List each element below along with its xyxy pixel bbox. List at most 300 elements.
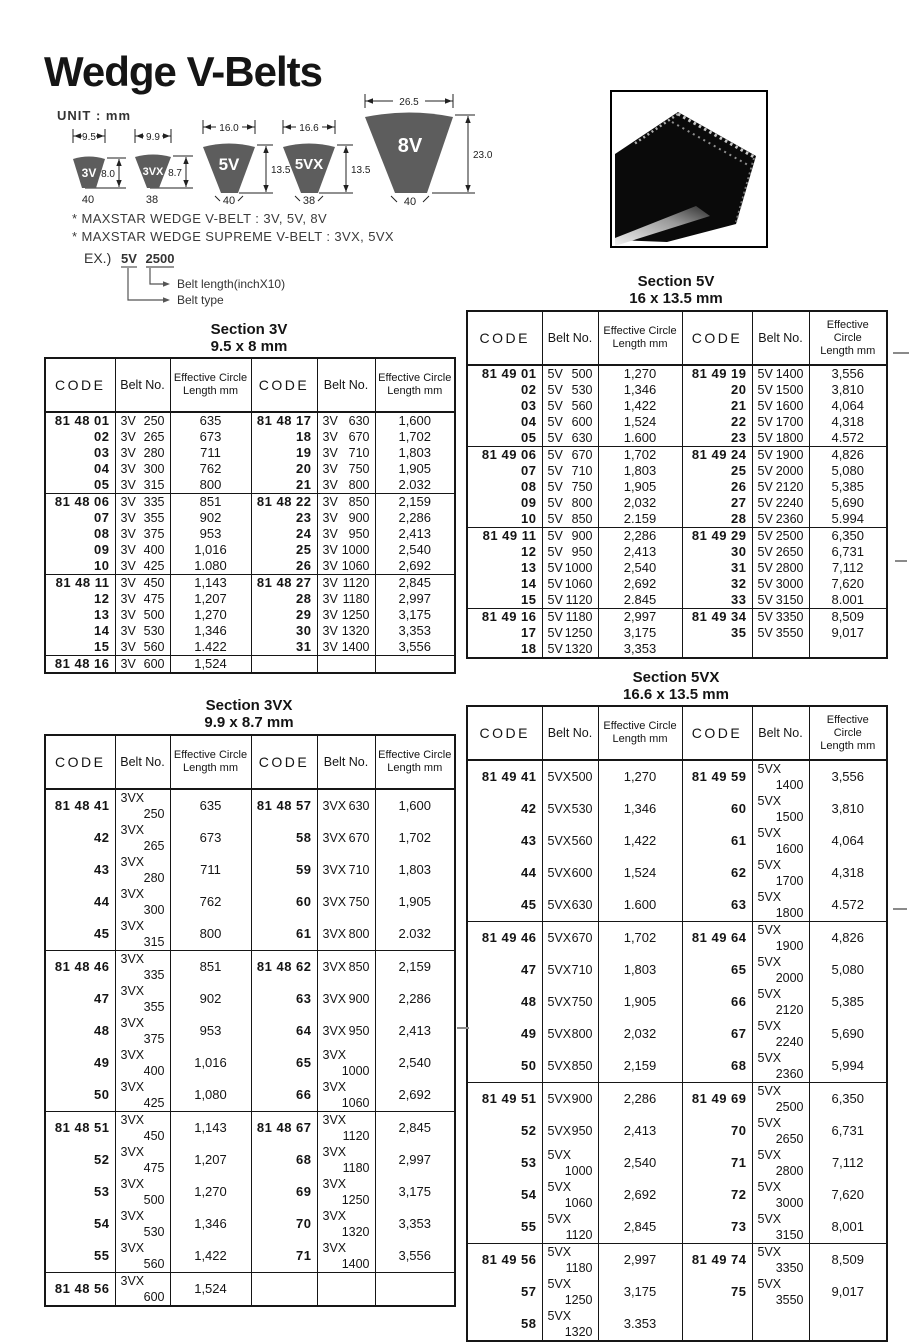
table-row: [45, 575, 455, 592]
len-cell: 2,286: [375, 510, 455, 526]
column-header-len: Effective Circle Length mm: [809, 311, 887, 365]
code-cell: 81 48 11: [45, 575, 115, 592]
belt-cell: 5V 1320: [542, 641, 598, 658]
code-cell: 08: [467, 479, 542, 495]
len-cell: 1,270: [598, 760, 682, 793]
column-header-len: Effective Circle Length mm: [375, 358, 455, 412]
len-cell: 1,143: [170, 1112, 251, 1145]
table-row: [45, 983, 455, 1015]
belt-cell: 3V 280: [115, 445, 170, 461]
len-cell: 673: [170, 822, 251, 854]
belt-cell: 3V 1180: [317, 591, 375, 607]
len-cell: 2,845: [375, 1112, 455, 1145]
belt-table-5v: [466, 310, 888, 659]
len-cell: 800: [170, 477, 251, 494]
code-cell: 42: [467, 793, 542, 825]
code-cell: 81 48 51: [45, 1112, 115, 1145]
belt-cell: 5VX 3000: [752, 1179, 809, 1211]
belt-cell: 5VX 2000: [752, 954, 809, 986]
len-cell: 1,080: [170, 1079, 251, 1112]
code-cell: 12: [467, 544, 542, 560]
code-cell: 68: [682, 1050, 752, 1083]
belt-label-8v: 8V: [397, 135, 423, 157]
code-cell: 61: [682, 825, 752, 857]
code-cell: 81 48 27: [251, 575, 317, 592]
code-cell: 18: [467, 641, 542, 658]
code-cell: 07: [467, 463, 542, 479]
code-cell: 04: [45, 461, 115, 477]
belt-cell: [752, 1308, 809, 1341]
code-cell: 81 49 74: [682, 1244, 752, 1277]
note-maxstar-supreme: * MAXSTAR WEDGE SUPREME V-BELT : 3VX, 5VX: [72, 229, 394, 244]
len-cell: 1,270: [598, 365, 682, 382]
column-header-len: Effective Circle Length mm: [375, 735, 455, 789]
table-row: [467, 1179, 887, 1211]
table-row: [467, 954, 887, 986]
len-cell: 1,803: [598, 463, 682, 479]
len-cell: 1,270: [170, 607, 251, 623]
len-cell: [375, 1273, 455, 1307]
code-cell: 62: [682, 857, 752, 889]
len-cell: 2,997: [375, 1144, 455, 1176]
section-size: 9.9 x 8.7 mm: [204, 714, 294, 731]
len-cell: 3,810: [809, 382, 887, 398]
code-cell: 81 49 06: [467, 447, 542, 464]
belt-cell: 3V 530: [115, 623, 170, 639]
belt-cell: 5VX 1250: [542, 1276, 598, 1308]
len-cell: 2,540: [375, 1047, 455, 1079]
len-cell: 2,997: [598, 1244, 682, 1277]
belt-photo: [610, 90, 768, 248]
belt-cell: 3V 315: [115, 477, 170, 494]
code-cell: 70: [251, 1208, 317, 1240]
code-cell: 53: [467, 1147, 542, 1179]
len-cell: 7,112: [809, 1147, 887, 1179]
table-row: [467, 1244, 887, 1277]
len-cell: 3,175: [598, 1276, 682, 1308]
table-row: [467, 889, 887, 922]
column-header-len: Effective Circle Length mm: [170, 358, 251, 412]
code-cell: 67: [682, 1018, 752, 1050]
code-cell: 29: [251, 607, 317, 623]
code-cell: 09: [467, 495, 542, 511]
belt-cell: 3V 600: [115, 656, 170, 674]
len-cell: 635: [170, 789, 251, 822]
code-cell: 09: [45, 542, 115, 558]
belt-cell: 5V 750: [542, 479, 598, 495]
code-cell: 17: [467, 625, 542, 641]
table-row: [467, 1308, 887, 1341]
code-cell: 55: [467, 1211, 542, 1244]
table-row: [45, 558, 455, 575]
table-row: [467, 1147, 887, 1179]
angle-5v: 40: [222, 195, 236, 207]
len-cell: 3,175: [598, 625, 682, 641]
belt-cell: 5VX 1800: [752, 889, 809, 922]
belt-cell: 3V 375: [115, 526, 170, 542]
table-row: [467, 382, 887, 398]
code-cell: 66: [682, 986, 752, 1018]
note-maxstar-wedge: * MAXSTAR WEDGE V-BELT : 3V, 5V, 8V: [72, 211, 328, 226]
len-cell: 3,556: [809, 760, 887, 793]
code-cell: 81 48 57: [251, 789, 317, 822]
code-cell: 58: [467, 1308, 542, 1341]
angle-8v: 40: [403, 196, 417, 208]
len-cell: 5,080: [809, 463, 887, 479]
len-cell: 1,346: [170, 623, 251, 639]
belt-cell: 3VX 1180: [317, 1144, 375, 1176]
table-row: [45, 951, 455, 984]
len-cell: 8,001: [809, 1211, 887, 1244]
table-row: [467, 544, 887, 560]
len-cell: 1,905: [598, 986, 682, 1018]
column-header-code: CODE: [467, 311, 542, 365]
table-row: [45, 591, 455, 607]
code-cell: 81 49 34: [682, 609, 752, 626]
code-cell: 03: [467, 398, 542, 414]
code-cell: 73: [682, 1211, 752, 1244]
code-cell: 81 49 69: [682, 1083, 752, 1116]
belt-cell: 5VX 750: [542, 986, 598, 1018]
example-type-label: Belt type: [177, 293, 224, 307]
len-cell: 1.422: [170, 639, 251, 656]
len-cell: 1,524: [598, 857, 682, 889]
table-row: [467, 528, 887, 545]
len-cell: 2,286: [598, 528, 682, 545]
code-cell: 55: [45, 1240, 115, 1273]
len-cell: 4,318: [809, 414, 887, 430]
code-cell: 81 48 16: [45, 656, 115, 674]
table-row: [467, 576, 887, 592]
code-cell: 60: [682, 793, 752, 825]
code-cell: 64: [251, 1015, 317, 1047]
table-row: [45, 854, 455, 886]
belt-cell: 3V 300: [115, 461, 170, 477]
belt-cell: 5V 600: [542, 414, 598, 430]
len-cell: 8,509: [809, 609, 887, 626]
belt-cell: 3V 560: [115, 639, 170, 656]
belt-cell: 3V 630: [317, 412, 375, 429]
unit-label: UNIT : mm: [57, 108, 131, 123]
belt-cell: 3VX 750: [317, 886, 375, 918]
belt-cell: 3V 265: [115, 429, 170, 445]
len-cell: 2,845: [375, 575, 455, 592]
code-cell: 57: [467, 1276, 542, 1308]
belt-cell: 5V 2500: [752, 528, 809, 545]
code-cell: 63: [251, 983, 317, 1015]
table-row: [45, 1015, 455, 1047]
len-cell: 1,803: [375, 445, 455, 461]
belt-cell: 3V 425: [115, 558, 170, 575]
belt-cell: 3V 335: [115, 494, 170, 511]
code-cell: 42: [45, 822, 115, 854]
table-row: [467, 609, 887, 626]
len-cell: 9,017: [809, 625, 887, 641]
table-row: [45, 1176, 455, 1208]
belt-cell: 5VX 1320: [542, 1308, 598, 1341]
belt-cell: 5V 1000: [542, 560, 598, 576]
code-cell: [251, 656, 317, 674]
len-cell: 5,385: [809, 986, 887, 1018]
angle-5vx: 38: [302, 195, 316, 207]
table-row: [467, 479, 887, 495]
dim-top-width-3v: 9.5: [82, 132, 96, 143]
belt-cell: 3V 1060: [317, 558, 375, 575]
len-cell: 5,080: [809, 954, 887, 986]
belt-cell: 5VX 2500: [752, 1083, 809, 1116]
len-cell: 2,845: [598, 1211, 682, 1244]
belt-cell: 5V 900: [542, 528, 598, 545]
len-cell: 6,731: [809, 1115, 887, 1147]
belt-cell: 5VX 2800: [752, 1147, 809, 1179]
len-cell: 5.994: [809, 511, 887, 528]
belt-cell: 5VX 560: [542, 825, 598, 857]
len-cell: 2,413: [598, 544, 682, 560]
dim-height-3v: 8.0: [101, 169, 115, 180]
len-cell: 2,159: [598, 1050, 682, 1083]
len-cell: 2,997: [598, 609, 682, 626]
belt-table-5vx: [466, 705, 888, 1342]
dim-top-width-3vx: 9.9: [146, 132, 160, 143]
len-cell: 4.572: [809, 430, 887, 447]
len-cell: 1,600: [375, 412, 455, 429]
table-row: [467, 760, 887, 793]
example-length-label: Belt length(inchX10): [177, 277, 286, 291]
scan-artifact: [457, 1027, 469, 1029]
belt-cell: 5VX 670: [542, 922, 598, 955]
len-cell: 7,112: [809, 560, 887, 576]
code-cell: 21: [682, 398, 752, 414]
len-cell: 6,350: [809, 1083, 887, 1116]
code-cell: 81 48 56: [45, 1273, 115, 1307]
belt-cell: 3V 1250: [317, 607, 375, 623]
belt-cell: 3VX 560: [115, 1240, 170, 1273]
len-cell: 1,702: [375, 822, 455, 854]
len-cell: 3,353: [598, 641, 682, 658]
belt-cell: 3VX 1060: [317, 1079, 375, 1112]
len-cell: 1,702: [598, 447, 682, 464]
code-cell: 18: [251, 429, 317, 445]
len-cell: 762: [170, 886, 251, 918]
belt-cell: 5V 710: [542, 463, 598, 479]
belt-cell: 3V 450: [115, 575, 170, 592]
code-cell: [251, 1273, 317, 1307]
len-cell: 953: [170, 1015, 251, 1047]
belt-cell: 3VX 1000: [317, 1047, 375, 1079]
example-belt-length: 2500: [145, 251, 175, 266]
belt-cell: 3VX 800: [317, 918, 375, 951]
belt-cell: 5V 500: [542, 365, 598, 382]
code-cell: 71: [682, 1147, 752, 1179]
len-cell: 1,905: [375, 886, 455, 918]
section-heading-3v: [44, 321, 454, 355]
code-cell: 81 48 62: [251, 951, 317, 984]
belt-cell: 5V 2360: [752, 511, 809, 528]
len-cell: 4,064: [809, 825, 887, 857]
len-cell: 9,017: [809, 1276, 887, 1308]
len-cell: 1,346: [598, 793, 682, 825]
len-cell: 1,016: [170, 542, 251, 558]
dim-top-width-8v: 26.5: [399, 97, 419, 108]
belt-cell: 3VX 630: [317, 789, 375, 822]
code-cell: 12: [45, 591, 115, 607]
column-header-belt: Belt No.: [115, 358, 170, 412]
column-header-belt: Belt No.: [115, 735, 170, 789]
code-cell: 28: [251, 591, 317, 607]
len-cell: 902: [170, 510, 251, 526]
len-cell: 8.001: [809, 592, 887, 609]
header-row: [467, 706, 887, 760]
table-row: [45, 1047, 455, 1079]
belt-cell: 3VX 710: [317, 854, 375, 886]
table-row: [45, 1144, 455, 1176]
len-cell: 3,810: [809, 793, 887, 825]
page-title: Wedge V-Belts: [44, 48, 322, 95]
len-cell: 3,556: [809, 365, 887, 382]
dim-top-width-5v: 16.0: [219, 123, 239, 134]
belt-cell: 3V 1000: [317, 542, 375, 558]
len-cell: 2,692: [375, 558, 455, 575]
belt-cell: 3V 710: [317, 445, 375, 461]
code-cell: 30: [682, 544, 752, 560]
belt-cell: 5VX 500: [542, 760, 598, 793]
code-cell: 48: [45, 1015, 115, 1047]
belt-cell: 3VX 375: [115, 1015, 170, 1047]
len-cell: 2,159: [375, 951, 455, 984]
table-row: [45, 1208, 455, 1240]
len-cell: 1,524: [170, 656, 251, 674]
table-row: [45, 1112, 455, 1145]
code-cell: 10: [45, 558, 115, 575]
belt-cell: 3VX 850: [317, 951, 375, 984]
belt-cell: 3VX 250: [115, 789, 170, 822]
column-header-code: CODE: [251, 735, 317, 789]
code-cell: [682, 1308, 752, 1341]
section-heading-5vx: [466, 669, 886, 703]
code-cell: 19: [251, 445, 317, 461]
len-cell: 1,600: [375, 789, 455, 822]
table-row: [467, 414, 887, 430]
column-header-code: CODE: [467, 706, 542, 760]
belt-cell: 5VX 2360: [752, 1050, 809, 1083]
table-row: [467, 1276, 887, 1308]
belt-cell: 3V 950: [317, 526, 375, 542]
table-row: [45, 918, 455, 951]
table-row: [467, 857, 887, 889]
len-cell: 1,803: [375, 854, 455, 886]
table-row: [45, 623, 455, 639]
code-cell: 81 49 16: [467, 609, 542, 626]
belt-cell: 5VX 1700: [752, 857, 809, 889]
header-row: [45, 735, 455, 789]
table-row: [467, 447, 887, 464]
belt-cell: 5V 1060: [542, 576, 598, 592]
code-cell: 04: [467, 414, 542, 430]
belt-cell: 5V 1800: [752, 430, 809, 447]
table-row: [45, 510, 455, 526]
code-cell: 81 49 11: [467, 528, 542, 545]
code-cell: 50: [467, 1050, 542, 1083]
belt-cell: 5V 800: [542, 495, 598, 511]
code-cell: 27: [682, 495, 752, 511]
code-cell: 66: [251, 1079, 317, 1112]
belt-cell: 5VX 1120: [542, 1211, 598, 1244]
code-cell: 60: [251, 886, 317, 918]
column-header-belt: Belt No.: [317, 735, 375, 789]
section-size: 9.5 x 8 mm: [210, 338, 288, 355]
belt-cell: 5V 1900: [752, 447, 809, 464]
len-cell: 3,556: [375, 1240, 455, 1273]
belt-cell: 5V 1120: [542, 592, 598, 609]
belt-cell: 5VX 2120: [752, 986, 809, 1018]
table-row: [467, 592, 887, 609]
column-header-belt: Belt No.: [752, 311, 809, 365]
len-cell: 6,731: [809, 544, 887, 560]
dim-height-5vx: 13.5: [351, 165, 371, 176]
code-cell: 71: [251, 1240, 317, 1273]
code-cell: 81 49 64: [682, 922, 752, 955]
belt-cell: 3VX 280: [115, 854, 170, 886]
belt-cell: 5V 1400: [752, 365, 809, 382]
code-cell: 26: [251, 558, 317, 575]
len-cell: 635: [170, 412, 251, 429]
belt-cell: [752, 641, 809, 658]
code-cell: 81 49 29: [682, 528, 752, 545]
belt-cell: 5VX 600: [542, 857, 598, 889]
len-cell: 1,803: [598, 954, 682, 986]
len-cell: 3,556: [375, 639, 455, 656]
belt-cell: 5V 1700: [752, 414, 809, 430]
len-cell: 4.572: [809, 889, 887, 922]
len-cell: 1,016: [170, 1047, 251, 1079]
section-heading-3vx: [44, 697, 454, 731]
table-row: [467, 793, 887, 825]
code-cell: 32: [682, 576, 752, 592]
code-cell: 81 48 06: [45, 494, 115, 511]
code-cell: 31: [251, 639, 317, 656]
len-cell: 711: [170, 854, 251, 886]
table-row: [467, 495, 887, 511]
column-header-code: CODE: [45, 358, 115, 412]
column-header-code: CODE: [682, 311, 752, 365]
column-header-len: Effective Circle Length mm: [170, 735, 251, 789]
table-row: [467, 986, 887, 1018]
code-cell: 44: [467, 857, 542, 889]
code-cell: 68: [251, 1144, 317, 1176]
example-prefix: EX.): [84, 250, 112, 266]
code-cell: 05: [45, 477, 115, 494]
belt-cell: 3VX 400: [115, 1047, 170, 1079]
table-row: [45, 412, 455, 429]
belt-cell: 5VX 1400: [752, 760, 809, 793]
belt-cell: 3V 500: [115, 607, 170, 623]
code-cell: 14: [45, 623, 115, 639]
section-size: 16.6 x 13.5 mm: [623, 686, 729, 703]
len-cell: 7,620: [809, 576, 887, 592]
belt-cell: [317, 1273, 375, 1307]
code-cell: 25: [682, 463, 752, 479]
code-cell: 33: [682, 592, 752, 609]
code-cell: 65: [682, 954, 752, 986]
belt-cell: 3VX 900: [317, 983, 375, 1015]
len-cell: 4,064: [809, 398, 887, 414]
len-cell: 2,540: [598, 560, 682, 576]
len-cell: 7,620: [809, 1179, 887, 1211]
belt-cell: 3VX 315: [115, 918, 170, 951]
code-cell: 52: [45, 1144, 115, 1176]
belt-cell: 5V 850: [542, 511, 598, 528]
belt-cell: 5VX 2240: [752, 1018, 809, 1050]
